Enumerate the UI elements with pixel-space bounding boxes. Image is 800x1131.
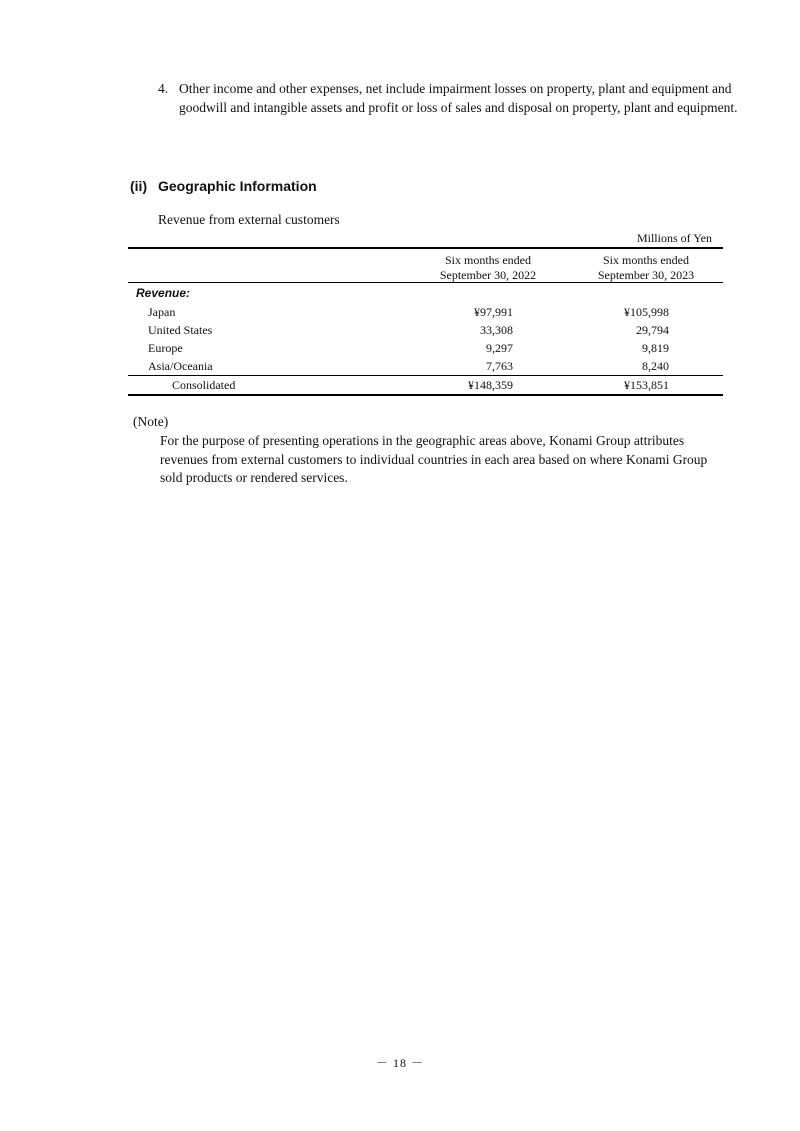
section-heading — [130, 178, 317, 194]
total-row — [128, 376, 723, 394]
table-row — [128, 339, 723, 357]
value-2023: 29,794 — [636, 323, 669, 337]
total-2022: ¥148,359 — [468, 378, 513, 392]
row-label: Europe — [148, 341, 183, 355]
total-label: Consolidated — [172, 378, 236, 392]
page-number: － 18 － — [375, 1056, 424, 1070]
section-title: Geographic Information — [158, 178, 317, 194]
column-header-2022 — [418, 253, 558, 283]
table-row — [128, 303, 723, 321]
revenue-section-label: Revenue: — [136, 286, 191, 300]
total-2023: ¥153,851 — [624, 378, 669, 392]
row-label: United States — [148, 323, 213, 337]
value-2023: 9,819 — [642, 341, 669, 355]
column-header-line: Six months ended — [445, 253, 531, 267]
table-row — [128, 321, 723, 339]
units-label: Millions of Yen — [636, 231, 712, 245]
note-item-number: 4. — [158, 81, 169, 96]
column-header-line: Six months ended — [603, 253, 689, 267]
table-header — [128, 249, 723, 282]
column-header-line: September 30, 2023 — [597, 268, 695, 282]
value-2022: 9,297 — [486, 341, 513, 355]
value-2023: 8,240 — [642, 359, 669, 373]
value-2022: 7,763 — [486, 359, 513, 373]
geographic-revenue-table — [128, 247, 723, 396]
value-2022: ¥97,991 — [474, 305, 513, 319]
value-2023: ¥105,998 — [624, 305, 669, 319]
column-header-2023 — [576, 253, 716, 283]
note-heading: (Note) — [133, 414, 169, 429]
table-bottom-rule — [128, 394, 723, 396]
table-subtitle: Revenue from external customers — [158, 212, 340, 227]
table-row — [128, 357, 723, 375]
section-index: (ii) — [130, 178, 148, 194]
note-item-text: Other income and other expenses, net include impairment losses on property, plant and equipment and goodwill and intangible assets and profit or loss of sales and disposal on property, plant and equipment. — [179, 81, 738, 115]
row-label: Asia/Oceania — [148, 359, 213, 373]
row-label: Japan — [148, 305, 176, 319]
note-item-4 — [158, 80, 738, 117]
value-2022: 33,308 — [480, 323, 513, 337]
note-text: For the purpose of presenting operations in the geographic areas above, Konami Group attributes revenues from external customers to individual countries in each area based on where Konami Group sold products or rendered services. — [160, 433, 708, 485]
column-header-line: September 30, 2022 — [439, 268, 537, 282]
